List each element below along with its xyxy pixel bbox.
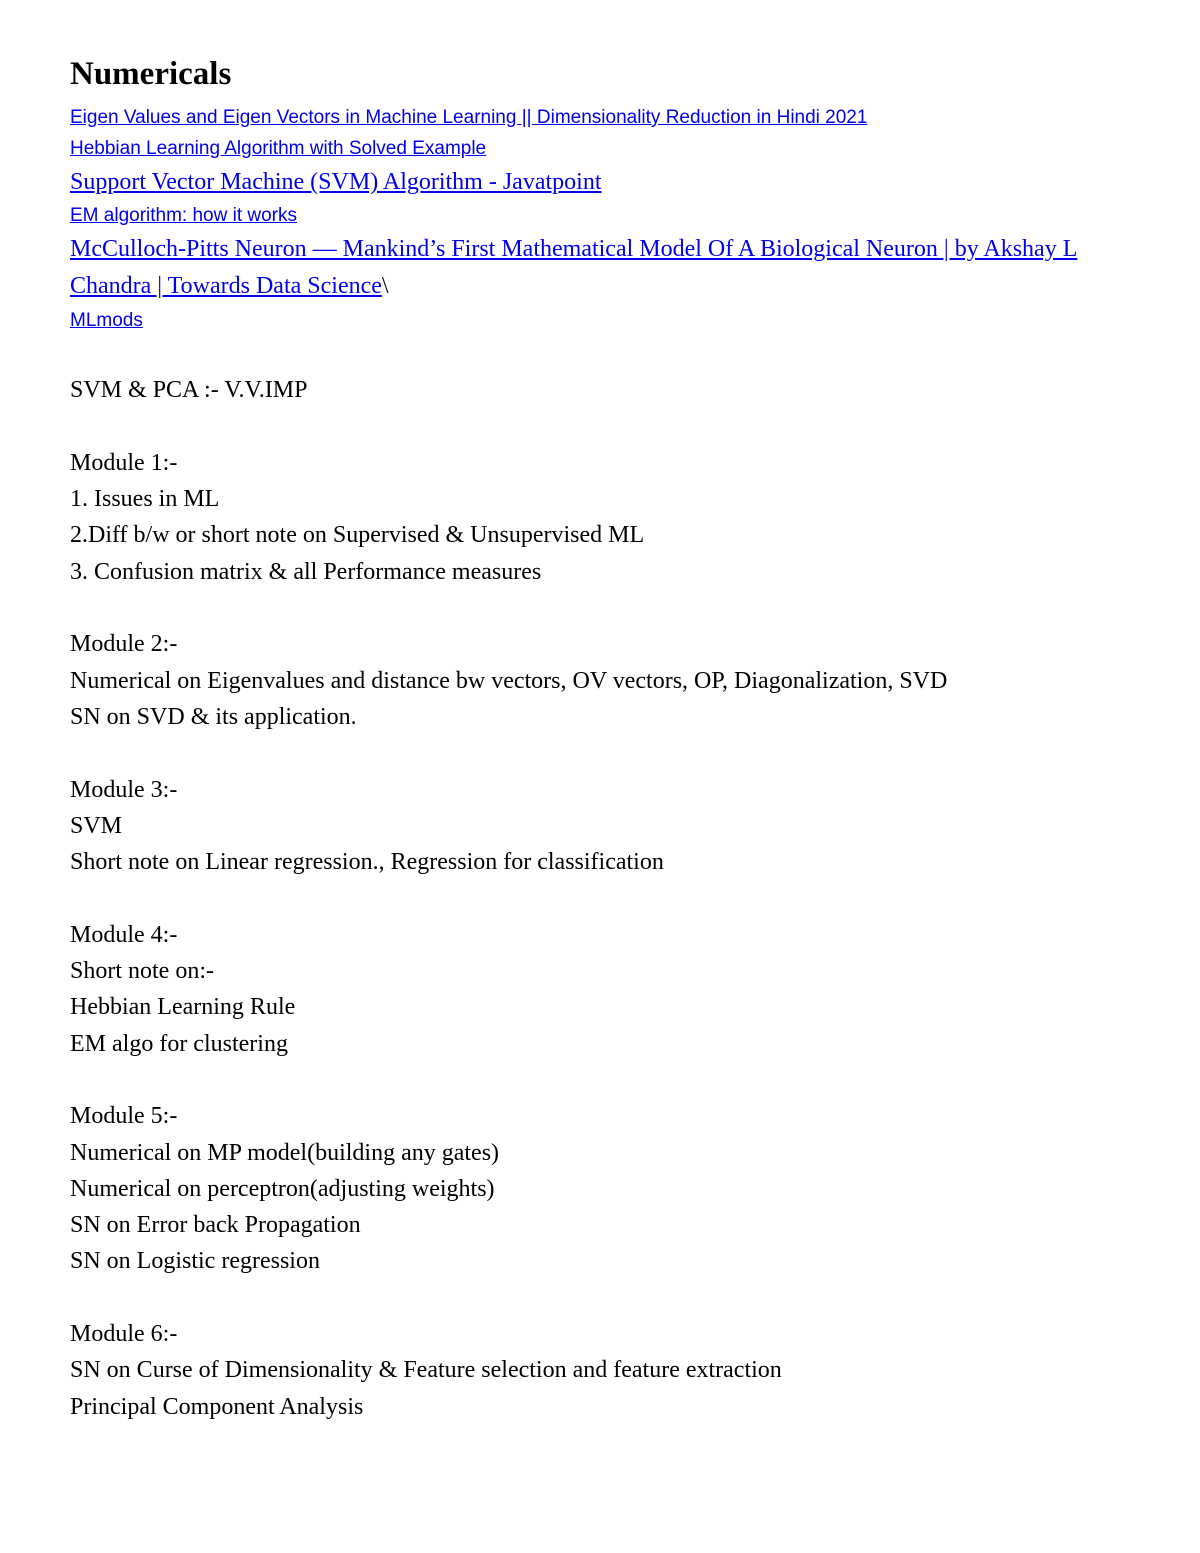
module-item: 2.Diff b/w or short note on Supervised & Unsupervised ML — [70, 522, 645, 549]
link-list — [70, 102, 1150, 336]
module-item: SN on Curse of Dimensionality & Feature selection and feature extraction — [70, 1357, 782, 1384]
module-section — [70, 626, 1150, 735]
module-item: 1. Issues in ML — [70, 486, 220, 513]
module-item: Short note on Linear regression., Regression for classification — [70, 849, 664, 876]
link-row — [70, 102, 1150, 133]
link-row — [70, 133, 1150, 164]
link-row — [70, 200, 1150, 231]
module-item: Hebbian Learning Rule — [70, 994, 296, 1021]
module-heading: Module 3:- — [70, 776, 178, 803]
trailing-backslash: \ — [381, 273, 389, 299]
link-row — [70, 305, 1150, 336]
link-em-algorithm[interactable]: EM algorithm: how it works — [70, 205, 298, 226]
module-item: SN on Logistic regression — [70, 1248, 320, 1275]
module-item: SVM — [70, 812, 123, 839]
link-svm-javatpoint[interactable]: Support Vector Machine (SVM) Algorithm - Javatpoint — [70, 169, 602, 195]
module-item: Numerical on Eigenvalues and distance bw vectors, OV vectors, OP, Diagonalization, SVD — [70, 667, 948, 694]
importance-note: SVM & PCA :- V.V.IMP — [70, 377, 308, 404]
link-eigen-values[interactable]: Eigen Values and Eigen Vectors in Machine Learning || Dimensionality Reduction in Hindi 2021 — [70, 107, 868, 128]
link-row — [70, 164, 1150, 200]
module-section — [70, 445, 1150, 590]
module-item: SN on Error back Propagation — [70, 1212, 361, 1239]
module-section — [70, 1098, 1150, 1279]
module-item: SN on SVD & its application. — [70, 703, 357, 730]
link-mcculloch-pitts[interactable]: McCulloch-Pitts Neuron — Mankind’s First Mathematical Model Of A Biological Neuron | by Akshay L Chandra | Towards Data Science — [70, 236, 1078, 299]
module-section — [70, 917, 1150, 1062]
module-item: Short note on:- — [70, 958, 214, 985]
notes-body — [70, 336, 1150, 1425]
module-section — [70, 772, 1150, 881]
link-mlmods[interactable]: MLmods — [70, 310, 143, 331]
link-hebbian-learning[interactable]: Hebbian Learning Algorithm with Solved Example — [70, 138, 487, 159]
module-heading: Module 1:- — [70, 449, 178, 476]
link-row — [70, 231, 1150, 305]
module-item: Principal Component Analysis — [70, 1393, 364, 1420]
module-heading: Module 5:- — [70, 1103, 178, 1130]
module-item: EM algo for clustering — [70, 1030, 288, 1057]
module-heading: Module 6:- — [70, 1321, 178, 1348]
page-title: Numericals — [70, 56, 232, 92]
module-item: Numerical on MP model(building any gates) — [70, 1139, 500, 1166]
module-heading: Module 4:- — [70, 921, 178, 948]
module-item: Numerical on perceptron(adjusting weights) — [70, 1175, 495, 1202]
document-page — [70, 52, 1150, 1425]
module-heading: Module 2:- — [70, 631, 178, 658]
module-item: 3. Confusion matrix & all Performance measures — [70, 558, 542, 585]
module-section — [70, 1316, 1150, 1425]
